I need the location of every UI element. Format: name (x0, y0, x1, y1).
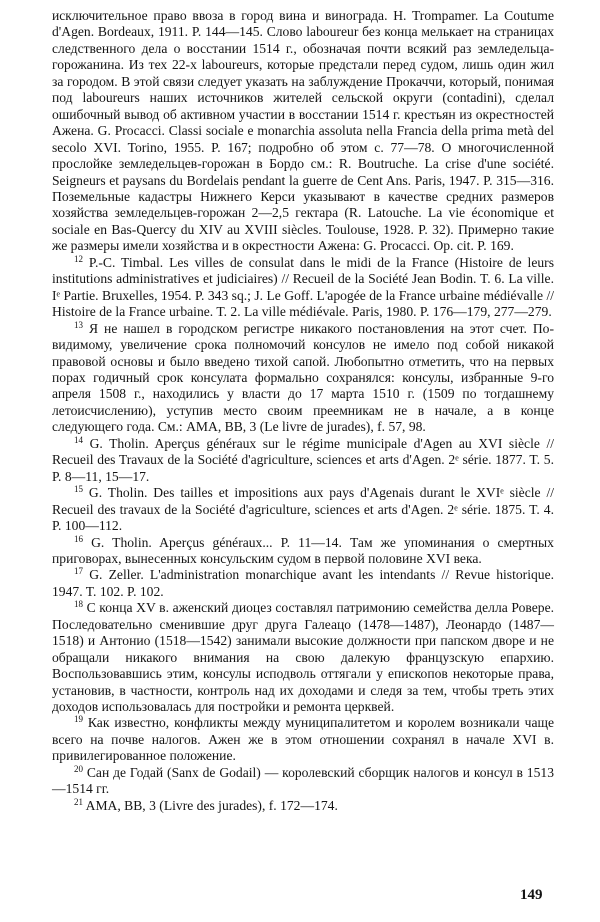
footnote-number: 12 (74, 253, 83, 264)
footnote-number: 18 (74, 599, 83, 610)
footnote-number: 21 (74, 796, 83, 807)
footnote-number: 19 (74, 714, 83, 725)
footnote-text: G. Tholin. Aperçus généraux... P. 11—14. Там же упоминания о смертных приговорах, вынесенных консульским судом в первой половине XVI века. (52, 534, 554, 566)
footnote-text: G. Zeller. L'administration monarchique avant les intendants // Revue historique. 1947. T. 102. P. 102. (52, 567, 554, 599)
footnote-text: С конца XV в. аженский диоцез составлял патримонию семейства делла Ровере. Последовательно сменившие друг друга Галеацо (1478—1487), Леонардо (1487—1518) и Антонио (1518—1542) занимали высокие должности при папском дворе и не обращали никакого внимания на свою далекую французскую епархию. Воспользовавшись этим, консулы исподволь оттягали у епископов некоторые права, установив, в частности, контроль над их доходами и следя за тем, чтобы треть этих доходов использовалась для постройки и ремонта церквей. (52, 600, 554, 715)
footnote-continuation: исключительное право ввоза в город вина и винограда. H. Trompamer. La Coutume d'Agen. Bordeaux, 1911. P. 144—145. Слово laboureur без конца мелькает на страницах следственного дела о восстании 1514 г., обозначая почти всякий раз земледельца-горожанина. Из тех 22-х laboureurs, которые предстали перед судом, лишь один жил за городом. В этой связи следует указать на заблуждение Прокаччи, который, понимая под laboureurs наших источников жителей сельской округи (contadini), сделал ошибочный вывод об активном участии в восстании 1514 г. крестьян из окрестностей Ажена. G. Procacci. Classi sociale e monarchia assoluta nella Francia della prima metà del secolo XVI. Torino, 1955. P. 167; подробно об этом с. 77—78. О многочисленной прослойке земледельцев-горожан в Бордо см.: R. Boutruche. La crise d'une société. Seigneurs et paysans du Bordelais pendant la guerre de Cent Ans. Paris, 1947. P. 315—316. Поземельные кадастры Нижнего Керси указывают в качестве средних размеров хозяйства земледельцев-горожан 2—2,5 гектара (R. Latouche. La vie économique et sociale en Bas-Quercy du XIV au XVIII siècles. Toulouse, 1928. P. 32). Примерно такие же размеры имели хозяйства и в окрестности Ажена: G. Procacci. Op. cit. P. 169. (52, 8, 554, 254)
footnote-19 (52, 715, 554, 764)
footnote-13 (52, 321, 554, 436)
footnote-text: Как известно, конфликты между муниципалитетом и королем возникали чаще всего на почве налогов. Ажен же в этом отношении сохранял в начале XVI в. привилегированное положение. (52, 715, 554, 764)
footnote-14 (52, 436, 554, 485)
footnote-number: 13 (74, 319, 83, 330)
footnote-17 (52, 567, 554, 600)
footnote-number: 16 (74, 533, 83, 544)
footnote-number: 20 (74, 763, 83, 774)
footnote-18 (52, 600, 554, 715)
footnote-number: 17 (74, 566, 83, 577)
page-number: 149 (520, 887, 543, 903)
footnote-text: P.-C. Timbal. Les villes de consulat dans le midi de la France (Histoire de leurs institutions administratives et judiciaires) // Recueil de la Société Jean Bodin. T. 6. La ville. Iᵉ Partie. Bruxelles, 1954. P. 343 sq.; J. Le Goff. L'apogée de la France urbaine médiévalle // Histoire de la France urbaine. T. 2. La ville médiévale. Paris, 1980. P. 176—179, 277—279. (52, 254, 554, 320)
footnotes-body (52, 8, 554, 814)
footnote-number: 15 (74, 484, 83, 495)
footnote-text: Я не нашел в городском регистре никакого постановления на этот счет. По-видимому, увеличение срока полномочий консулов не имело под собой никакой правовой основы и было введено тихой сапой. Любопытно отметить, что на первых порах годичный срок консулата формально сохранялся: консулы, избранные 9-го апреля 1508 г., находились у власти до 17 марта 1510 г. (1509 по тогдашнему летоисчислению), уступив место своим преемникам не в начале, а в конце следующего года. См.: AMA, BB, 3 (Le livre de jurades), f. 57, 98. (52, 320, 554, 435)
footnote-20 (52, 765, 554, 798)
footnote-12 (52, 255, 554, 321)
footnote-16 (52, 535, 554, 568)
footnote-21 (52, 798, 554, 814)
footnote-text: AMA, BB, 3 (Livre des jurades), f. 172—174. (85, 797, 338, 813)
footnote-text: G. Tholin. Des tailles et impositions aux pays d'Agenais durant le XVIᵉ siècle // Recueil des travaux de la Société d'agriculture, sciences et arts d'Agen. 2ᵉ série. 1875. T. 4. P. 100—112. (52, 485, 554, 534)
footnote-number: 14 (74, 434, 83, 445)
footnote-text: G. Tholin. Aperçus généraux sur le régime municipale d'Agen au XVI siècle // Recueil des Travaux de la Société d'agriculture, sciences et arts d'Agen. 2ᵉ série. 1877. T. 5. P. 8—11, 15—17. (52, 435, 554, 484)
footnote-text: Сан де Годай (Sanx de Godail) — королевский сборщик налогов и консул в 1513—1514 гг. (52, 764, 554, 797)
footnote-15 (52, 485, 554, 534)
